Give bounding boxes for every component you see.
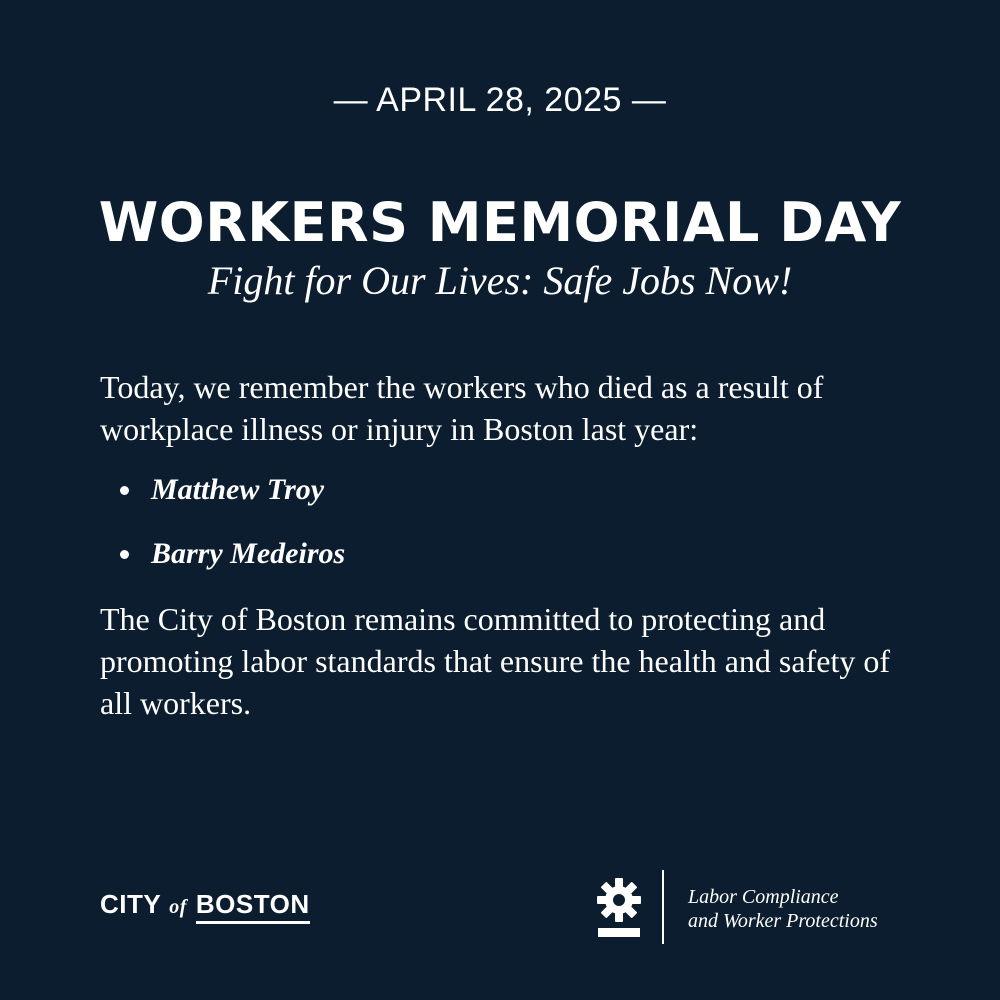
list-item bbox=[120, 532, 345, 576]
worker-name: Matthew Troy bbox=[151, 473, 325, 506]
logo-boston-text: BOSTON bbox=[196, 889, 310, 924]
list-item bbox=[120, 468, 345, 512]
bullet-icon bbox=[120, 550, 129, 559]
names-list bbox=[120, 468, 345, 596]
subtitle: Fight for Our Lives: Safe Jobs Now! bbox=[207, 258, 793, 303]
closing-paragraph: The City of Boston remains committed to protecting and promoting labor standards that ensure the health and safety of all workers. bbox=[100, 601, 890, 721]
page-title: WORKERS MEMORIAL DAY bbox=[98, 191, 902, 254]
footer-divider bbox=[662, 870, 664, 944]
event-date: — APRIL 28, 2025 — bbox=[333, 81, 667, 119]
intro-paragraph: Today, we remember the workers who died as a result of workplace illness or injury in Boston last year: bbox=[100, 369, 824, 447]
bullet-icon bbox=[120, 486, 129, 495]
department-name-line-1: Labor Compliance bbox=[688, 886, 839, 908]
logo-of-text: of bbox=[169, 896, 187, 918]
worker-name: Barry Medeiros bbox=[151, 537, 346, 570]
department-name bbox=[688, 885, 878, 933]
gear-icon bbox=[596, 877, 642, 939]
logo-city-text: CITY bbox=[100, 889, 162, 919]
department-name-line-2: and Worker Protections bbox=[688, 910, 878, 932]
city-of-boston-logo bbox=[100, 889, 310, 924]
